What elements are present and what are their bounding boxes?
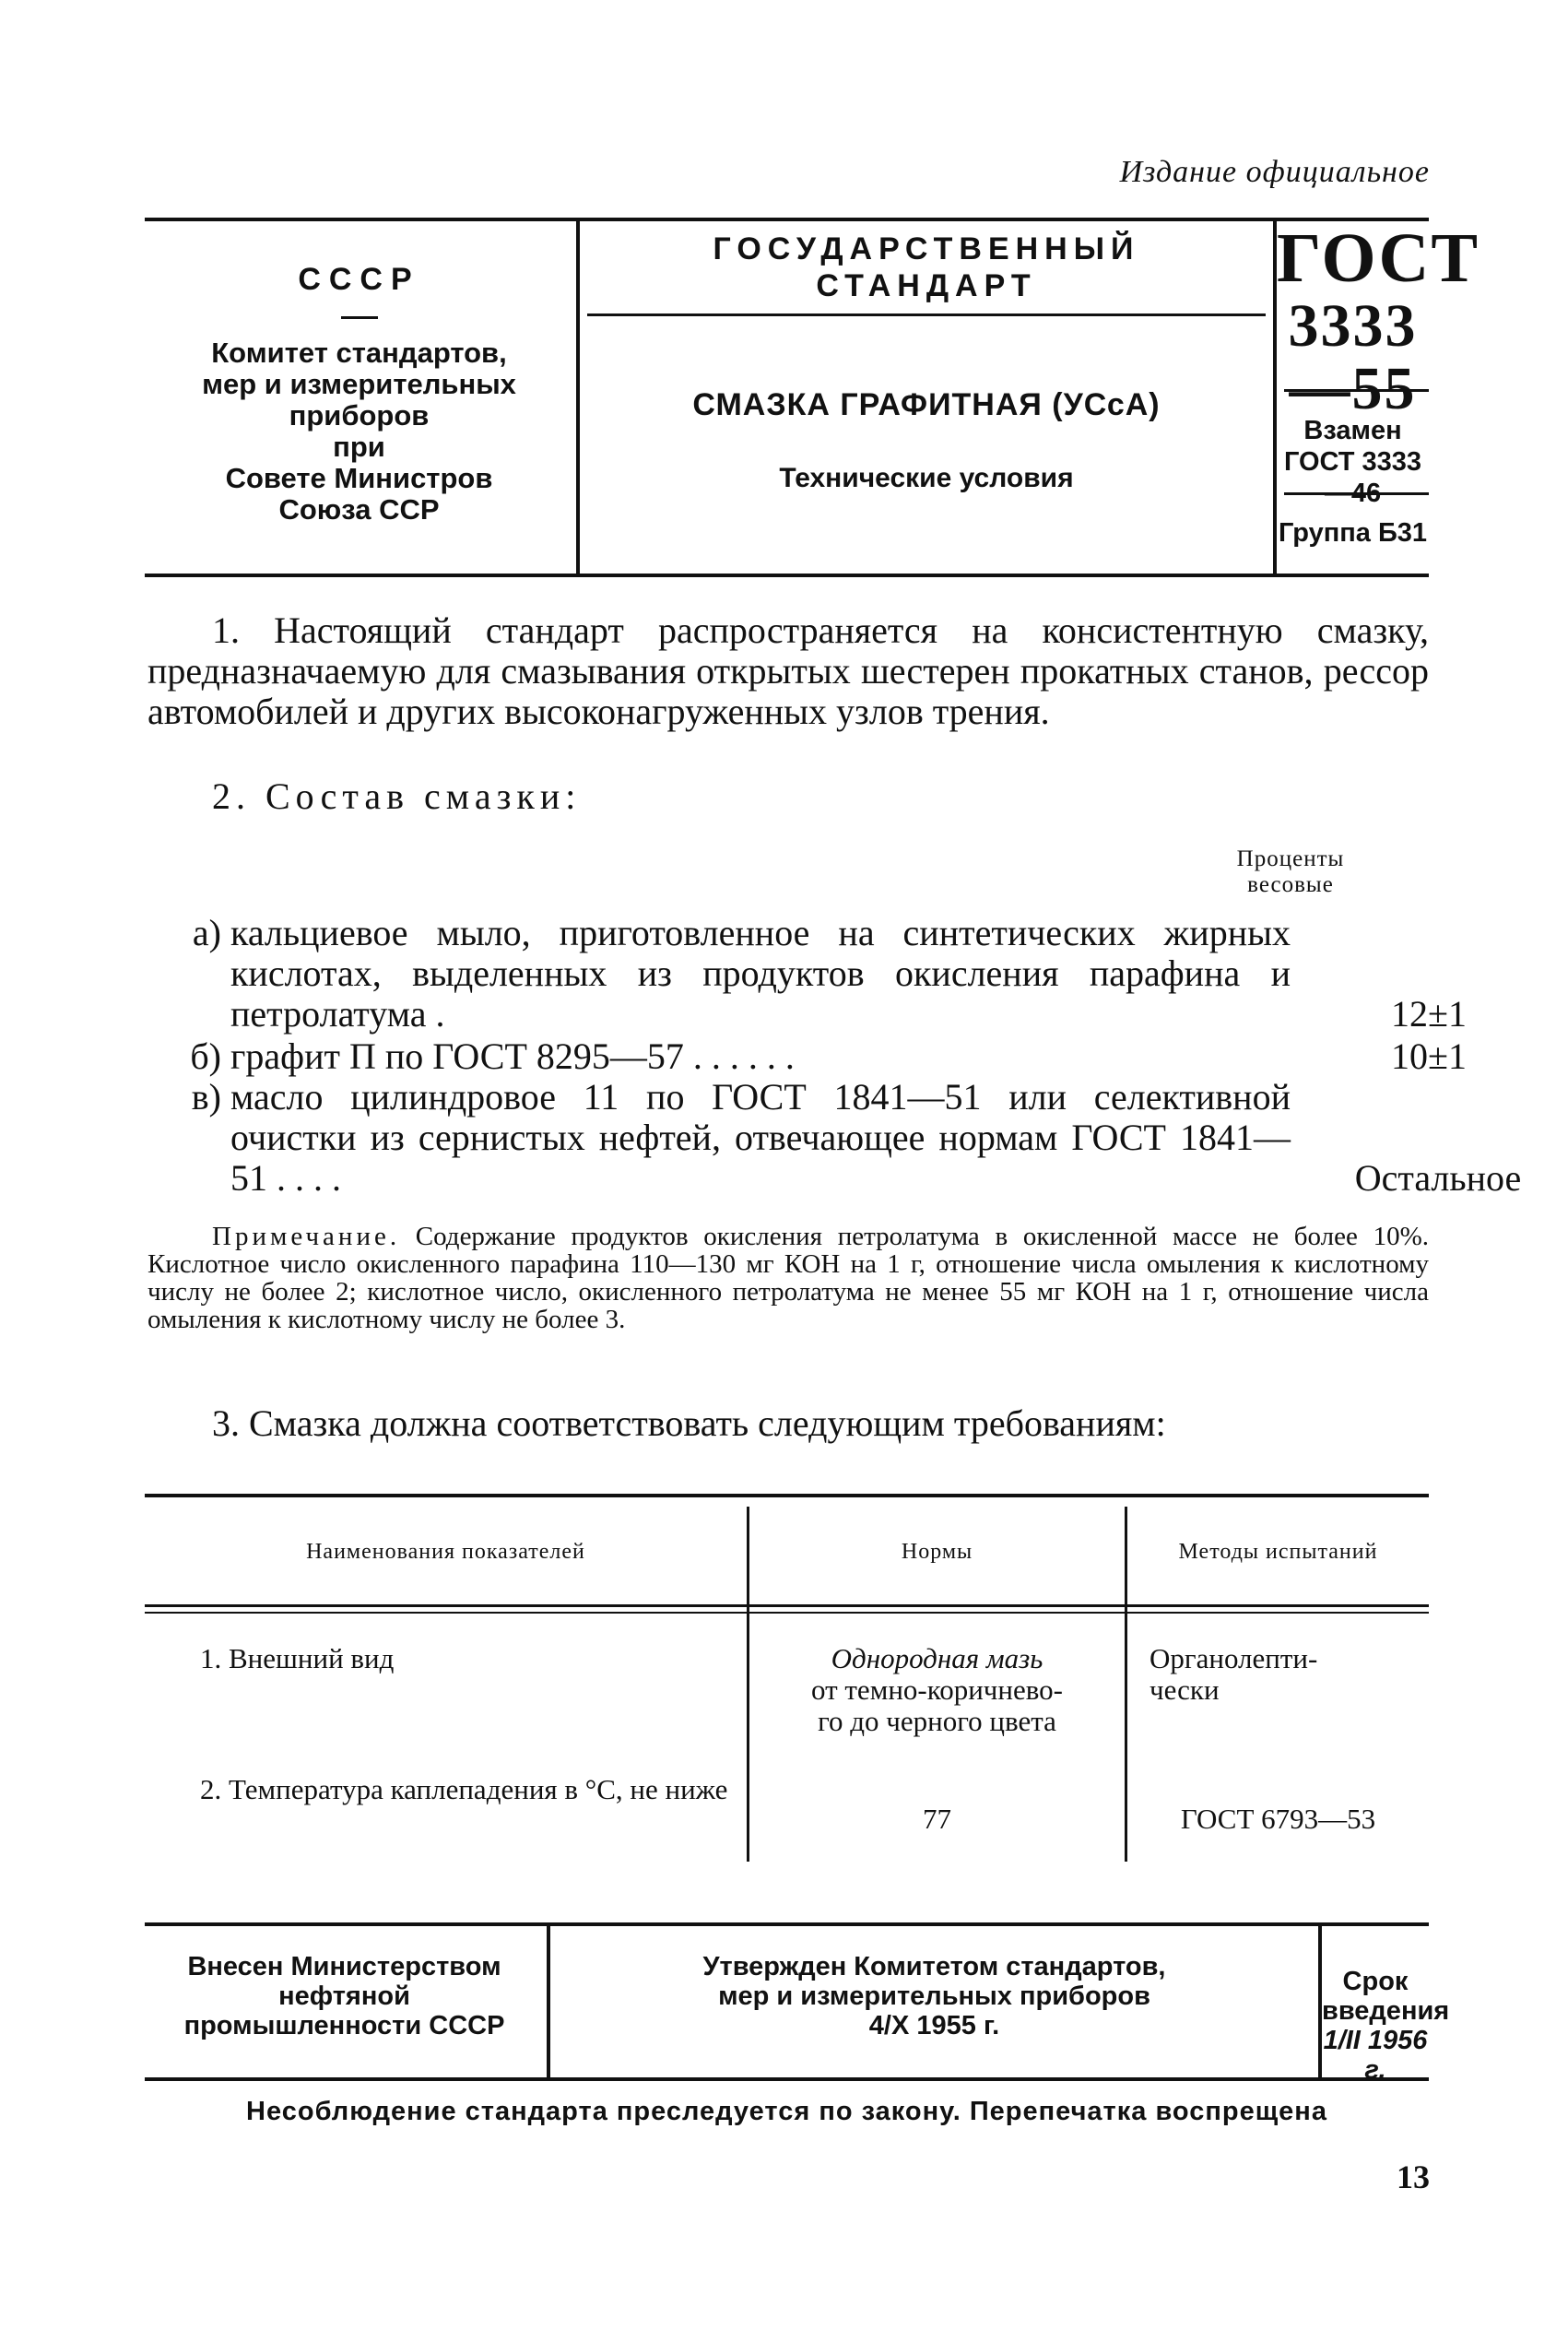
page-number: 13 [1397, 2159, 1430, 2195]
item-letter: в) [191, 1076, 221, 1118]
paragraph-composition-heading: 2. Состав смазки: [212, 775, 582, 817]
item-letter: а) [192, 912, 221, 953]
table-cell-norm: 77 [923, 1803, 951, 1835]
table-cell-method [1149, 1643, 1317, 1706]
footer-line: Утвержден Комитетом стандартов, [702, 1952, 1166, 1981]
state-standard-line: ГОСУДАРСТВЕННЫЙ [713, 231, 1140, 266]
dash-divider [341, 316, 378, 319]
country-label: СССР [298, 262, 420, 297]
percent-header-line: весовые [1247, 872, 1334, 897]
footer-line: промышленности СССР [183, 2011, 505, 2040]
committee-line: при [333, 431, 385, 463]
gost-column [1277, 219, 1480, 574]
norm-line: от темно-коричнево- [811, 1674, 1063, 1706]
issuer-column [145, 221, 573, 574]
item-letter: б) [190, 1035, 221, 1077]
state-standard-label [580, 231, 1273, 304]
header-divider [145, 1612, 1429, 1614]
paragraph-requirements: 3. Смазка должна соответствовать следующим требованиям: [212, 1402, 1166, 1444]
method-line: чески [1149, 1674, 1220, 1706]
note-label: Примечание. [212, 1222, 401, 1251]
item-text: масло цилиндровое 11 по ГОСТ 1841—51 или селективной очистки из сернистых нефтей, отвечающее нормам ГОСТ 1841—51 . . . . [230, 1076, 1291, 1199]
note-text: Содержание продуктов окисления петролатума в окисленной массе не более 10%. Кислотное число окисленного парафина 110—130 мг КОН на 1 г, отношение числа омыления к кислотному числу не более 2; кислотное число, окисленного петролатума не менее 55 мг КОН на 1 г, отношение числа омыления к кислотному числу не более 3. [147, 1222, 1429, 1334]
table-cell-method: ГОСТ 6793—53 [1180, 1803, 1376, 1835]
divider [1284, 492, 1429, 495]
requirements-table [145, 1494, 1429, 1862]
footer-line: 4/X 1955 г. [868, 2011, 1000, 2040]
method-line: Органолепти- [1149, 1642, 1318, 1674]
committee-line: мер и измерительных [202, 368, 516, 400]
column-header: Нормы [901, 1540, 973, 1564]
legal-warning: Несоблюдение стандарта преследуется по закону. Перепечатка воспрещена [246, 2097, 1327, 2126]
header-divider [145, 1604, 1429, 1607]
table-cell-name: 1. Внешний вид [200, 1642, 395, 1674]
standard-footer [145, 1922, 1450, 2085]
item-value: 10±1 [1391, 1035, 1467, 1077]
table-cell-name: 2. Температура каплепадения в °С, не ниже [200, 1773, 728, 1805]
column-header: Наименования показателей [306, 1540, 585, 1564]
table-cell-norm [749, 1643, 1125, 1737]
gost-number: 3333—55 [1288, 292, 1418, 422]
footer-line: Срок введения [1322, 1967, 1450, 2026]
replaces-line: ГОСТ 3333—46 [1283, 447, 1422, 508]
state-standard-line: СТАНДАРТ [816, 268, 1037, 303]
committee-name [145, 337, 573, 526]
standard-header [145, 218, 1480, 577]
committee-line: Союза ССР [278, 493, 440, 526]
effective-date [1322, 1926, 1450, 2085]
footer-line: 1/II 1956 г. [1323, 2026, 1428, 2085]
document-subtitle: Технические условия [779, 463, 1074, 493]
divider [1284, 389, 1429, 392]
document-title: СМАЗКА ГРАФИТНАЯ (УСсА) [692, 387, 1161, 422]
introduced-by [145, 1926, 544, 2077]
committee-line: приборов [289, 399, 430, 432]
column-header: Методы испытаний [1178, 1540, 1378, 1564]
norm-line: го до черного цвета [818, 1705, 1056, 1737]
footer-line: Внесен Министерством [187, 1952, 501, 1981]
footer-line: нефтяной [278, 1981, 410, 2011]
percent-column-header [1217, 846, 1364, 898]
group-code: Группа Б31 [1278, 518, 1428, 548]
edition-label: Издание официальное [1119, 155, 1430, 189]
replaces-line: Взамен [1303, 416, 1402, 445]
item-text: графит П по ГОСТ 8295—57 . . . . . . [230, 1035, 795, 1077]
footer-line: мер и измерительных приборов [718, 1981, 1150, 2011]
committee-line: Комитет стандартов, [211, 337, 507, 369]
gost-label: ГОСТ [1277, 219, 1480, 297]
committee-line: Совете Министров [225, 462, 493, 494]
item-value: 12±1 [1391, 993, 1467, 1035]
note-paragraph [147, 1223, 1429, 1333]
item-text: кальциевое мыло, приготовленное на синтетических жирных кислотах, выделенных из продуктов окисления парафина и петролатума . [230, 912, 1291, 1035]
norm-line: Однородная мазь [831, 1642, 1043, 1674]
title-column [576, 221, 1277, 574]
item-value: Остальное [1354, 1157, 1522, 1199]
divider [587, 313, 1266, 316]
approved-by [547, 1926, 1322, 2077]
paragraph-scope: 1. Настоящий стандарт распространяется на консистентную смазку, предназначаемую для смазывания открытых шестерен прокатных станов, рессор автомобилей и других высоконагруженных узлов трения. [147, 609, 1429, 732]
percent-header-line: Проценты [1236, 846, 1345, 871]
